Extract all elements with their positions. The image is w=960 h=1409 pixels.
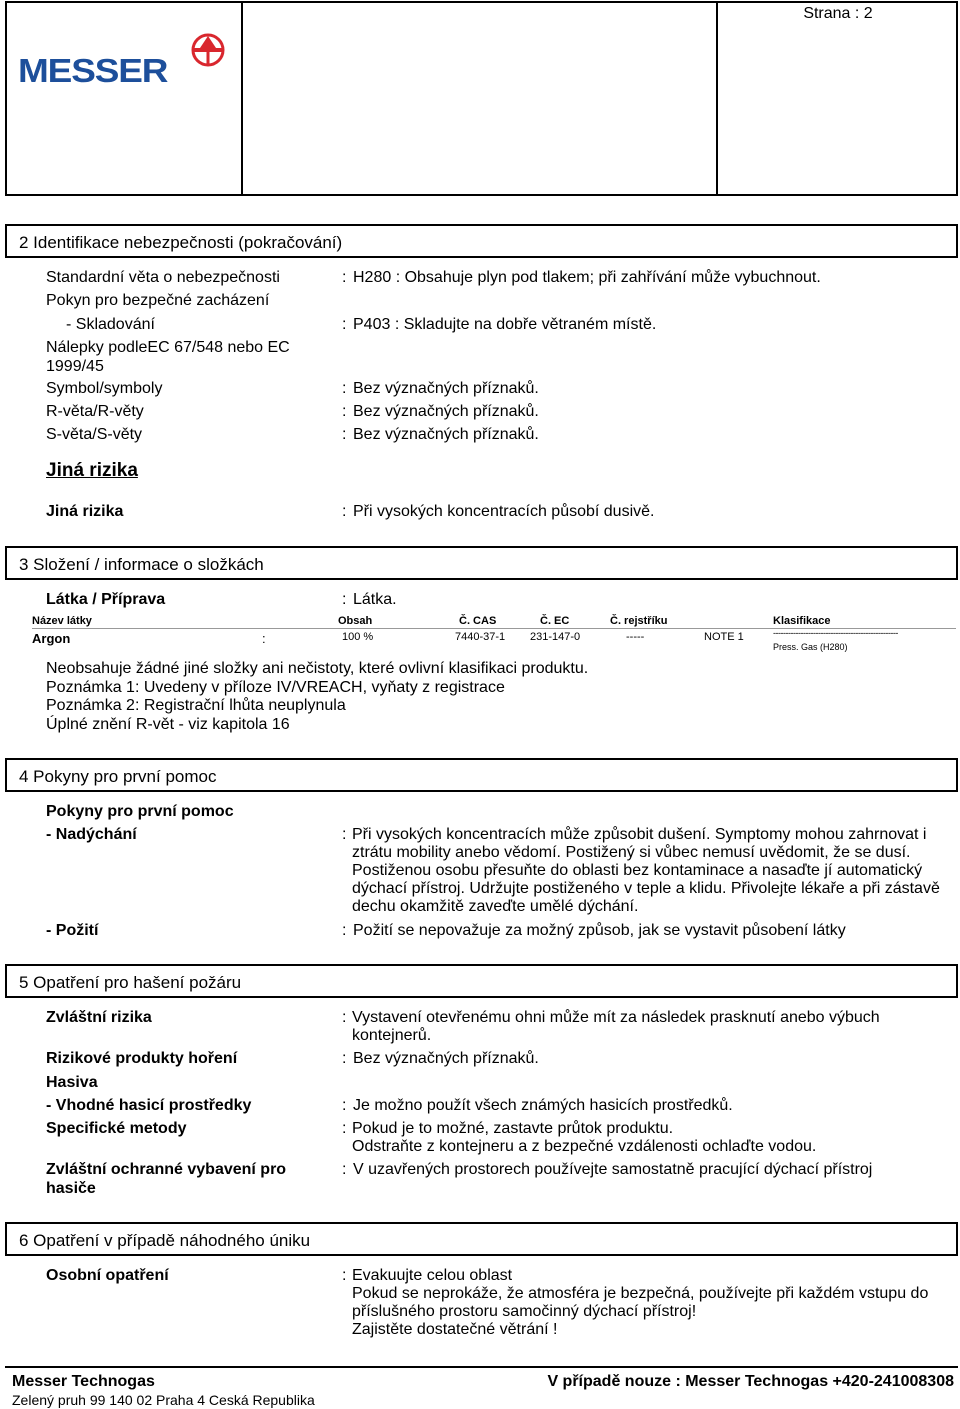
revision-version: Revidovaná verze č. : 0	[754, 36, 922, 53]
cell-cas: 7440-37-1	[455, 631, 506, 643]
specific-methods-colon: :	[342, 1120, 347, 1137]
cell-content: 100 %	[342, 631, 374, 643]
composition-note: Neobsahuje žádné jiné složky ani nečistoty, které ovlivní klasifikaci produktu.	[46, 660, 589, 677]
col-header-class: Klasifikace	[773, 615, 831, 627]
cell-note: NOTE 1	[704, 631, 744, 643]
symbols-value: : Bez význačných příznaků.	[342, 380, 539, 397]
cell-ec: 231-147-0	[530, 631, 581, 643]
col-header-cas: Č. CAS	[459, 615, 497, 627]
cell-name: Argon	[32, 631, 71, 646]
special-hazards-label: Zvláštní rizika	[46, 1009, 152, 1026]
composition-note: Poznámka 2: Registrační lhůta neuplynula	[46, 697, 346, 714]
section-6-header: 6 Opatření v případě náhodného úniku	[5, 1222, 958, 1256]
col-header-name: Název látky	[32, 615, 92, 627]
inhalation-label: - Nadýchání	[46, 826, 137, 843]
section-2-header: 2 Identifikace nebezpečnosti (pokračování)	[5, 224, 958, 258]
col-header-ec: Č. EC	[540, 615, 570, 627]
precaution-label: Pokyn pro bezpečné zacházení	[46, 292, 270, 309]
extinguishing-label: Hasiva	[46, 1074, 98, 1091]
ingestion-value: : Požití se nepovažuje za možný způsob, jak se vystavit působení látky	[342, 922, 846, 939]
special-hazards-text: Vystavení otevřenému ohni může mít za následek prasknutí anebo výbuch kontejnerů.	[352, 1009, 880, 1044]
suitable-media-label: - Vhodné hasicí prostředky	[46, 1097, 252, 1114]
storage-value: : P403 : Skladujte na dobře větraném místě.	[342, 316, 657, 333]
cell-colon: :	[262, 631, 266, 646]
product-code: CZ ARGON	[782, 138, 894, 161]
personal-precautions-colon: :	[342, 1267, 347, 1284]
document-title: BEZPEČNOSTNÍ LIST	[345, 16, 614, 46]
substance-value: : Látka.	[342, 591, 397, 608]
ppe-label-cont: hasiče	[46, 1180, 96, 1197]
page-number: Strana : 2	[803, 5, 873, 22]
cell-class: Press. Gas (H280)	[773, 642, 848, 652]
suitable-media-value: : Je možno použít všech známých hasicích prostředků.	[342, 1097, 733, 1114]
cell-index: -----	[626, 631, 645, 643]
specific-methods-label: Specifické metody	[46, 1120, 187, 1137]
ppe-value: : V uzavřených prostorech používejte samostatně pracující dýchací přístroj	[342, 1161, 873, 1178]
section-3-header: 3 Složení / informace o složkách	[5, 546, 958, 580]
product-name: Argon	[322, 128, 399, 158]
s-phrases-label: S-věta/S-věty	[46, 426, 143, 443]
first-aid-sub: Pokyny pro první pomoc	[46, 803, 234, 820]
specific-methods-text: Pokud je to možné, zastavte průtok produktu. Odstraňte z kontejneru a z bezpečné vzdálenosti ochlaďte vodou.	[352, 1120, 817, 1155]
replaces-version: Nahrazuje : 0 / 0 / 0	[768, 94, 908, 111]
personal-precautions-label: Osobní opatření	[46, 1267, 169, 1284]
footer-company: Messer Technogas	[12, 1373, 155, 1390]
section-5-header: 5 Opatření pro hašení požáru	[5, 964, 958, 998]
labels-ec-label: Nálepky podleEC 67/548 nebo EC	[46, 339, 290, 356]
other-hazards-heading: Jiná rizika	[46, 460, 138, 481]
hazard-statement-value: : H280 : Obsahuje plyn pod tlakem; při zahřívání může vybuchnout.	[342, 269, 821, 286]
messer-logo: MESSER	[18, 52, 168, 89]
r-phrases-label: R-věta/R-věty	[46, 403, 144, 420]
footer-rule	[5, 1366, 958, 1368]
other-hazards-value: : Při vysokých koncentracích působí dusivě.	[342, 503, 655, 520]
col-header-index: Č. rejstříku	[610, 615, 668, 627]
labels-ec-label-cont: 1999/45	[46, 358, 104, 375]
composition-note: Úplné znění R-vět - viz kapitola 16	[46, 716, 290, 733]
ppe-label: Zvláštní ochranné vybavení pro	[46, 1161, 287, 1178]
hazard-statement-label: Standardní věta o nebezpečnosti	[46, 269, 280, 286]
storage-label: - Skladování	[66, 316, 155, 333]
composition-note: Poznámka 1: Uvedeny v příloze IV/VREACH, vyňaty z registrace	[46, 679, 505, 696]
s-phrases-value: : Bez význačných příznaků.	[342, 426, 539, 443]
r-phrases-value: : Bez význačných příznaků.	[342, 403, 539, 420]
inhalation-colon: :	[342, 826, 347, 843]
footer-emergency: V případě nouze : Messer Technogas +420-241008308	[547, 1373, 954, 1390]
combustion-products-value: : Bez význačných příznaků.	[342, 1050, 539, 1067]
col-header-content: Obsah	[338, 615, 373, 627]
messer-logo-icon	[190, 32, 226, 68]
section-4-header: 4 Pokyny pro první pomoc	[5, 758, 958, 792]
revision-date: Datum : 23 / 11 / 2010	[759, 64, 917, 81]
inhalation-text: Při vysokých koncentracích může způsobit dušení. Symptomy mohou zahrnovat i ztrátu mobility anebo vědomí. Postižený si vůbec nemusí uvědomit, že se dusí. Postiženou osobu přesuňte do oblasti bez kontaminace a nasaďte jí automatický dýchací přístroj. Udržujte postiženého v teple a klidu. Přivolejte lékaře a při zástavě dechu okamžitě zaveďte umělé dýchání.	[352, 826, 940, 915]
special-hazards-colon: :	[342, 1009, 347, 1026]
personal-precautions-text: Evakuujte celou oblast Pokud se neprokáže, že atmosféra je bezpečná, používejte při každém vstupu do příslušného prostoru samočinný dýchací přístroj! Zajistěte dostatečné větrání !	[352, 1267, 929, 1338]
cell-class-line: --------------------------------------------------	[773, 628, 898, 638]
footer-address: Zelený pruh 99 140 02 Praha 4 Ceská Republika	[12, 1392, 315, 1408]
symbols-label: Symbol/symboly	[46, 380, 163, 397]
combustion-products-label: Rizikové produkty hoření	[46, 1050, 238, 1067]
other-hazards-label: Jiná rizika	[46, 503, 124, 520]
ingestion-label: - Požití	[46, 922, 99, 939]
substance-label: Látka / Příprava	[46, 591, 166, 608]
